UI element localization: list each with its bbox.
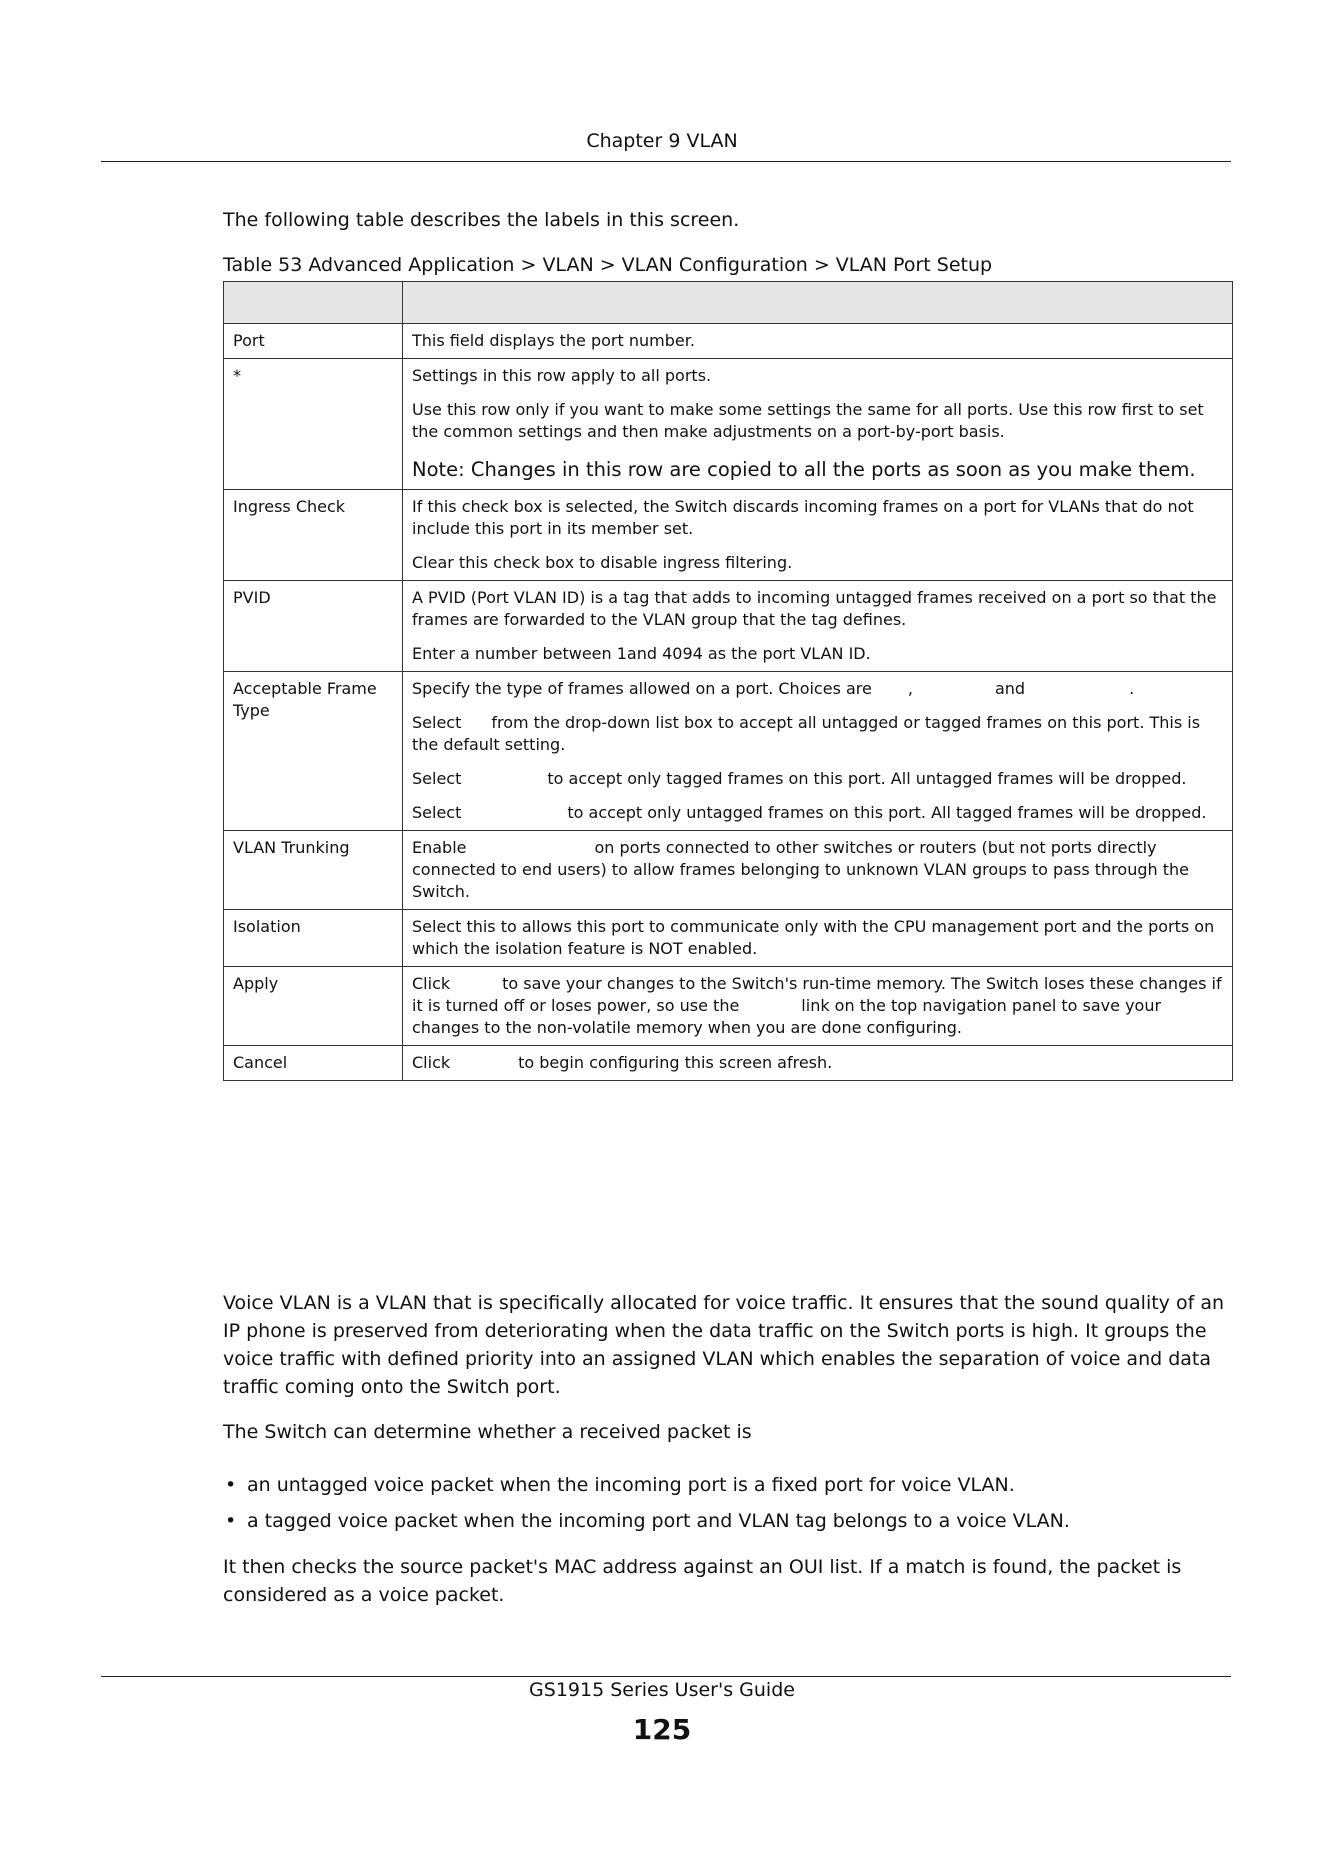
- description-paragraph: This field displays the port number.: [412, 331, 695, 350]
- text-run: and: [994, 679, 1026, 698]
- table-row: [224, 324, 1233, 359]
- description-paragraph: [412, 802, 1223, 824]
- description-paragraph: Enter a number between 1and 4094 as the port VLAN ID.: [412, 644, 871, 663]
- table-header-row: [224, 282, 1233, 324]
- row-label: PVID: [224, 581, 403, 672]
- footer-guide-title: GS1915 Series User's Guide: [529, 1679, 795, 1701]
- row-description: [403, 581, 1233, 672]
- text-run: ,: [907, 679, 913, 698]
- table-row: [224, 490, 1233, 581]
- row-description: [403, 324, 1233, 359]
- text-run: to save your changes to the Switch's run-time memory. The Switch loses these changes if it is turned off or loses power, so use the: [412, 974, 1222, 1015]
- table-row: [224, 581, 1233, 672]
- description-paragraph: [412, 678, 1223, 700]
- page-number: 125: [632, 1713, 692, 1746]
- table-header-label: [224, 282, 403, 324]
- description-paragraph: Clear this check box to disable ingress filtering.: [412, 553, 793, 572]
- row-description: [403, 1046, 1233, 1081]
- table-row: [224, 672, 1233, 831]
- text-run: Enable: [412, 838, 467, 857]
- description-paragraph: If this check box is selected, the Switch discards incoming frames on a port for VLANs that do not include this port in its member set.: [412, 497, 1194, 538]
- description-paragraph: [412, 973, 1223, 1039]
- description-paragraph: Select this to allows this port to communicate only with the CPU management port and the ports on which the isolation feature is NOT enabled.: [412, 917, 1215, 958]
- table-row: [224, 967, 1233, 1046]
- label-description-table: [223, 281, 1233, 1081]
- text-run: Select: [412, 769, 462, 788]
- text-run: Click: [412, 1053, 451, 1072]
- text-run: to accept only tagged frames on this port. All untagged frames will be dropped.: [547, 769, 1187, 788]
- description-paragraph: [412, 1052, 1223, 1074]
- text-run: Click: [412, 974, 451, 993]
- row-description: [403, 831, 1233, 910]
- bullet-list: [223, 1471, 1233, 1543]
- description-paragraph: [412, 712, 1223, 756]
- description-paragraph: Use this row only if you want to make some settings the same for all ports. Use this row first to set the common settings and then make adjustments on a port-by-port basis.: [412, 400, 1204, 441]
- text-run: to accept only untagged frames on this port. All tagged frames will be dropped.: [567, 803, 1207, 822]
- table-row: [224, 831, 1233, 910]
- table-caption: Table 53 Advanced Application > VLAN > VLAN Configuration > VLAN Port Setup: [223, 254, 993, 276]
- row-label: Cancel: [224, 1046, 403, 1081]
- oui-paragraph: It then checks the source packet's MAC address against an OUI list. If a match is found, the packet is considered as a voice packet.: [223, 1556, 1182, 1606]
- description-paragraph: [412, 837, 1223, 903]
- table-row: [224, 1046, 1233, 1081]
- text-run: .: [1129, 679, 1135, 698]
- row-description: [403, 490, 1233, 581]
- row-description: [403, 359, 1233, 490]
- text-run: on ports connected to other switches or routers (but not ports directly connected to end users) to allow frames belonging to unknown VLAN groups to pass through the Switch.: [412, 838, 1189, 901]
- row-label: VLAN Trunking: [224, 831, 403, 910]
- packet-check-paragraph: The Switch can determine whether a received packet is: [223, 1421, 752, 1443]
- row-label: Acceptable Frame Type: [224, 672, 403, 831]
- description-paragraph: [412, 768, 1223, 790]
- text-run: link on the top navigation panel to save your changes to the non-volatile memory when you are done configuring.: [412, 996, 1162, 1037]
- note-text: Note: Changes in this row are copied to all the ports as soon as you make them.: [412, 458, 1196, 481]
- description-paragraph: A PVID (Port VLAN ID) is a tag that adds to incoming untagged frames received on a port so that the frames are forwarded to the VLAN group that the tag defines.: [412, 588, 1217, 629]
- intro-text: The following table describes the labels in this screen.: [223, 209, 740, 231]
- header-rule: [101, 161, 1231, 162]
- text-run: Specify the type of frames allowed on a port. Choices are: [412, 679, 872, 698]
- row-label: Ingress Check: [224, 490, 403, 581]
- text-run: from the drop-down list box to accept all untagged or tagged frames on this port. This is the default setting.: [412, 713, 1201, 754]
- text-run: Select: [412, 713, 462, 732]
- table-row: [224, 910, 1233, 967]
- table-row: [224, 359, 1233, 490]
- text-run: Select: [412, 803, 462, 822]
- row-description: [403, 672, 1233, 831]
- text-run: to begin configuring this screen afresh.: [518, 1053, 833, 1072]
- page-header-title: Chapter 9 VLAN: [586, 130, 738, 152]
- row-description: [403, 910, 1233, 967]
- row-description: [403, 967, 1233, 1046]
- footer-rule: [101, 1676, 1231, 1677]
- row-label: Isolation: [224, 910, 403, 967]
- row-label: *: [224, 359, 403, 490]
- row-label: Apply: [224, 967, 403, 1046]
- row-label: Port: [224, 324, 403, 359]
- table-header-description: [403, 282, 1233, 324]
- voice-vlan-paragraph: Voice VLAN is a VLAN that is specifically allocated for voice traffic. It ensures that the sound quality of an IP phone is preserved from deteriorating when the data traffic on the Switch ports is high. It groups the voice traffic with defined priority into an assigned VLAN which enables the separation of voice and data traffic coming onto the Switch port.: [223, 1292, 1225, 1398]
- list-item: • an untagged voice packet when the incoming port is a fixed port for voice VLAN.: [223, 1471, 1233, 1499]
- list-item: • a tagged voice packet when the incoming port and VLAN tag belongs to a voice VLAN.: [223, 1507, 1233, 1535]
- description-paragraph: Settings in this row apply to all ports.: [412, 366, 712, 385]
